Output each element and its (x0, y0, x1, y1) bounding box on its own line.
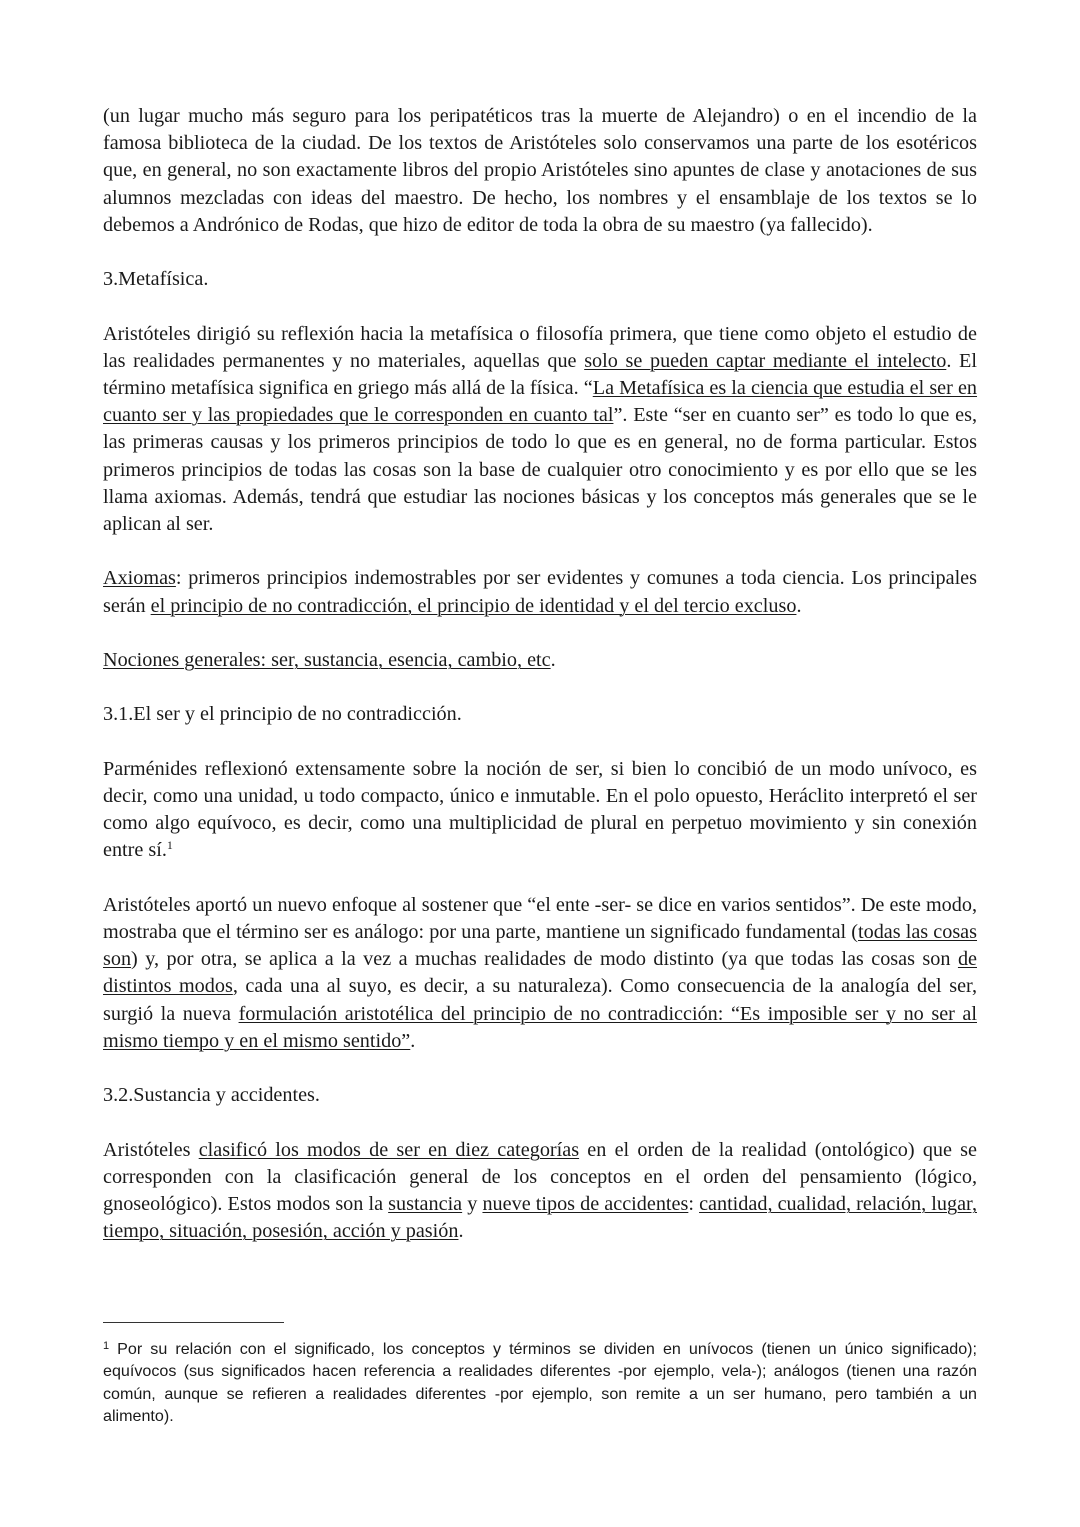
paragraph-parmenides (103, 756, 977, 865)
underlined-text: solo se pueden captar mediante el intelecto (584, 349, 947, 372)
text-run: . (458, 1220, 464, 1243)
text-run: , cada una al suyo, es decir, a su naturaleza). Como consecuencia de la analogía del ser, surgió la nueva (103, 975, 977, 1025)
text-run: ) y, por otra, se aplica a la vez a muchas realidades de modo distinto (ya que todas las cosas son (131, 948, 958, 971)
footnote-mark: 1 (103, 1340, 110, 1352)
text-run: y (462, 1192, 483, 1215)
text-run: en el orden de la realidad (ontológico) que se corresponden con la clasificación general de los conceptos en el orden del pensamiento (lógico, gnoseológico). Estos modos son la (103, 1138, 977, 1215)
section-heading-ser: 3.1.El ser y el principio de no contradicción. (103, 703, 462, 726)
underlined-term: Axiomas (103, 567, 176, 590)
footnote-separator (103, 1322, 284, 1323)
paragraph-axiomas (103, 565, 977, 619)
underlined-text: Nociones generales: ser, sustancia, esencia, cambio, etc (103, 649, 551, 671)
section-heading-metafisica: 3.Metafísica. (103, 268, 209, 291)
underlined-text: sustancia (388, 1192, 463, 1215)
underlined-text: nueve tipos de accidentes (482, 1192, 689, 1215)
underlined-text: todas las cosas son (103, 920, 978, 971)
underlined-text: el principio de no contradicción, el principio de identidad y el del tercio excluso (150, 594, 797, 617)
paragraph-categorias (103, 1137, 977, 1246)
text-run: Aristóteles dirigió su reflexión hacia la metafísica o filosofía primera, que tiene como objeto el estudio de las realidades permanentes y no materiales, aquellas que (103, 322, 977, 372)
section-heading-sustancia: 3.2.Sustancia y accidentes. (103, 1084, 320, 1107)
text-run: . (550, 649, 556, 671)
text-run: Parménides reflexionó extensamente sobre la noción de ser, si bien lo concibió de un modo unívoco, es decir, como una unidad, u todo compacto, único e inmutable. En el polo opuesto, Heráclito interpretó el ser como algo equívoco, es decir, como una multiplicidad de plural en perpetuo movimiento y sin conexión entre sí. (103, 757, 977, 862)
footnote-reference[interactable]: 1 (166, 838, 173, 853)
text-run: : (688, 1192, 700, 1215)
underlined-text: La Metafísica es la ciencia que estudia el ser en cuanto ser y las propiedades que le corresponden en cuanto tal (103, 377, 978, 427)
paragraph-metafisica (103, 321, 977, 539)
underlined-text: formulación aristotélica del principio de no contradicción: “Es imposible ser y no ser al mismo tiempo y en el mismo sentido” (103, 1002, 977, 1052)
text-run: . El término metafísica significa en griego más allá de la física. “ (103, 349, 977, 399)
text-run: Aristóteles (103, 1138, 199, 1161)
underlined-text: de distintos modos (103, 948, 977, 998)
paragraph-nociones (103, 647, 977, 674)
text-run: Aristóteles aportó un nuevo enfoque al sostener que “el ente -ser- se dice en varios sentidos”. De este modo, mostraba que el término ser es análogo: por una parte, mantiene un significado fundamental ( (103, 893, 977, 943)
underlined-text: cantidad, cualidad, relación, lugar, tiempo, situación, posesión, acción y pasión (103, 1192, 977, 1243)
document-body (103, 103, 977, 1245)
text-run: . (796, 594, 802, 617)
text-run: : primeros principios indemostrables por ser evidentes y comunes a toda ciencia. Los principales serán (103, 567, 977, 617)
paragraph-analogia (103, 892, 977, 1055)
underlined-text: clasificó los modos de ser en diez categorías (198, 1138, 580, 1161)
text-run: . (410, 1029, 416, 1052)
paragraph-library: (un lugar mucho más seguro para los peripatéticos tras la muerte de Alejandro) o en el incendio de la famosa biblioteca de la ciudad. De los textos de Aristóteles solo conservamos una parte de los esotéricos que, en general, no son exactamente libros del propio Aristóteles sino apuntes de clase y anotaciones de sus alumnos mezcladas con ideas del maestro. De hecho, los nombres y el ensamblaje de los textos se lo debemos a Andrónico de Rodas, que hizo de editor de toda la obra de su maestro (ya fallecido). (103, 105, 977, 236)
footnote (103, 1338, 977, 1427)
footnote-text: Por su relación con el significado, los conceptos y términos se dividen en unívocos (tienen un único significado); equívocos (sus significados hacen referencia a realidades diferentes -por ejemplo, vela-); análogos (tienen una razón común, aunque se refieren a realidades diferentes -por ejemplo, son remite a un ser humano, pero también a un alimento). (103, 1340, 977, 1425)
text-run: ”. Este “ser en cuanto ser” es todo lo que es, las primeras causas y los primeros principios de todo lo que es en general, no de forma particular. Estos primeros principios de todas las cosas son la base de cualquier otro conocimiento y es por ello que se les llama axiomas. Además, tendrá que estudiar las nociones básicas y los conceptos más generales que se le aplican al ser. (103, 404, 977, 536)
